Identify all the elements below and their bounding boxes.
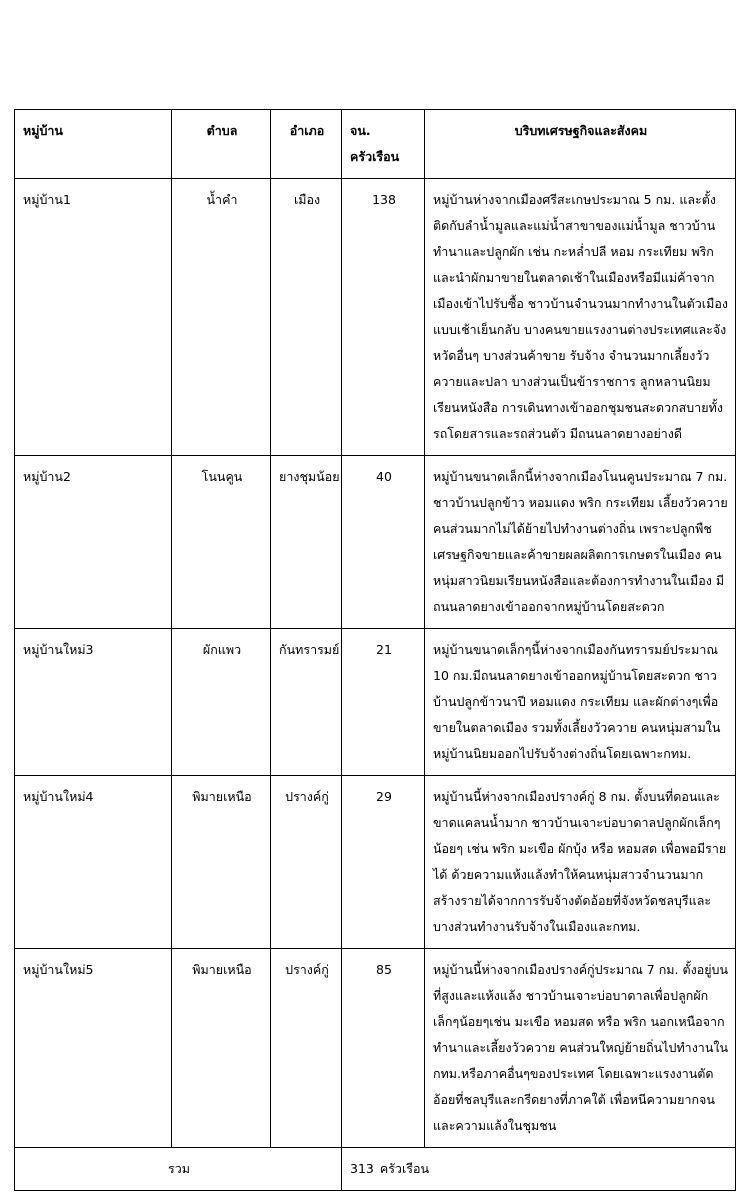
cell-context: หมู่บ้านนี้ห่างจากเมืองปรางค์กู่ประมาณ 7 กม. ตั้งอยู่บนที่สูงและแห้งแล้ง ชาวบ้านเจาะบ่อบาดาลเพื่อปลูกผักเล็กๆน้อยๆเช่น มะเขือ หอมสด หรือ พริก นอกเหนือจากทำนาและเลี้ยงวัวควาย คนส่วนใหญ่ย้ายถิ่นไปทำงานในกทม.หรือภาคอื่นๆของประเทศ โดยเฉพาะแรงงานตัดอ้อยที่ชลบุรีและกรีดยางที่ภาคใต้ เพื่อหนีความยากจนและความแล้งในชุมชน [425, 949, 736, 1148]
table-row [15, 179, 736, 456]
cell-subdistrict: ผักแพว [172, 629, 271, 776]
cell-village: หมู่บ้าน2 [15, 456, 172, 629]
total-value: 313 [350, 1161, 374, 1176]
cell-subdistrict: พิมายเหนือ [172, 776, 271, 949]
cell-district: ปรางค์กู่ [271, 776, 342, 949]
cell-households: 85 [342, 949, 425, 1148]
table-row [15, 456, 736, 629]
header-households [342, 110, 425, 179]
cell-district: ปรางค์กู่ [271, 949, 342, 1148]
total-unit: ครัวเรือน [379, 1161, 429, 1176]
cell-context: หมู่บ้านขนาดเล็กนี้ห่างจากเมืองโนนคูนประมาณ 7 กม. ชาวบ้านปลูกข้าว หอมแดง พริก กระเทียม เลี้ยงวัวควาย คนส่วนมากไม่ได้ย้ายไปทำงานต่างถิ่น เพราะปลูกพืชเศรษฐกิจขายและค้าขายผลผลิตการเกษตรในเมือง คนหนุ่มสาวนิยมเรียนหนังสือและต้องการทำงานในเมือง มีถนนลาดยางเข้าออกจากหมู่บ้านโดยสะดวก [425, 456, 736, 629]
cell-village: หมู่บ้าน1 [15, 179, 172, 456]
cell-households: 21 [342, 629, 425, 776]
cell-district: เมือง [271, 179, 342, 456]
cell-households: 40 [342, 456, 425, 629]
table-row [15, 949, 736, 1148]
header-subdistrict: ตำบล [172, 110, 271, 179]
header-village: หมู่บ้าน [15, 110, 172, 179]
cell-village: หมู่บ้านใหม่4 [15, 776, 172, 949]
cell-district: ยางชุมน้อย [271, 456, 342, 629]
table-row [15, 629, 736, 776]
header-households-line2: ครัวเรือน [350, 149, 400, 164]
cell-subdistrict: โนนคูน [172, 456, 271, 629]
village-table [14, 109, 736, 1191]
table-row [15, 776, 736, 949]
cell-households: 138 [342, 179, 425, 456]
total-row [15, 1148, 736, 1191]
cell-context: หมู่บ้านขนาดเล็กๆนี้ห่างจากเมืองกันทรารมย์ประมาณ 10 กม.มีถนนลาดยางเข้าออกหมู่บ้านโดยสะดวก ชาวบ้านปลูกข้าวนาปี หอมแดง กระเทียม และผักต่างๆเพื่อขายในตลาดเมือง รวมทั้งเลี้ยงวัวควาย คนหนุ่มสามในหมู่บ้านนิยมออกไปรับจ้างต่างถิ่นโดยเฉพาะกทม. [425, 629, 736, 776]
total-cell [342, 1148, 736, 1191]
table-header-row [15, 110, 736, 179]
cell-subdistrict: พิมายเหนือ [172, 949, 271, 1148]
cell-village: หมู่บ้านใหม่3 [15, 629, 172, 776]
cell-context: หมู่บ้านห่างจากเมืองศรีสะเกษประมาณ 5 กม. และตั้งติดกับลำน้ำมูลและแม่น้ำสาขาของแม่น้ำมูล ชาวบ้านทำนาและปลูกผัก เช่น กะหล่ำปลี หอม กระเทียม พริก และนำผักมาขายในตลาดเช้าในเมืองหรือมีแม่ค้าจากเมืองเข้าไปรับซื้อ ชาวบ้านจำนวนมากทำงานในตัวเมืองแบบเช้าเย็นกลับ บางคนขายแรงงานต่างประเทศและจังหวัดอื่นๆ บางส่วนค้าขาย รับจ้าง จำนวนมากเลี้ยงวัวควายและปลา บางส่วนเป็นข้าราชการ ลูกหลานนิยมเรียนหนังสือ การเดินทางเข้าออกชุมชนสะดวกสบายทั้งรถโดยสารและรถส่วนตัว มีถนนลาดยางอย่างดี [425, 179, 736, 456]
cell-subdistrict: น้ำคำ [172, 179, 271, 456]
header-households-line1: จน. [350, 123, 371, 138]
cell-context: หมู่บ้านนี้ห่างจากเมืองปรางค์กู่ 8 กม. ตั้งบนที่ดอนและขาดแคลนน้ำมาก ชาวบ้านเจาะบ่อบาดาลปลูกผักเล็กๆน้อยๆ เช่น พริก มะเขือ ผักบุ้ง หรือ หอมสด เพื่อพอมีรายได้ ด้วยความแห้งแล้งทำให้คนหนุ่มสาวจำนวนมากสร้างรายได้จากการรับจ้างตัดอ้อยที่จังหวัดชลบุรีและบางส่วนทำงานรับจ้างในเมืองและกทม. [425, 776, 736, 949]
total-label: รวม [15, 1148, 342, 1191]
header-district: อำเภอ [271, 110, 342, 179]
cell-district: กันทรารมย์ [271, 629, 342, 776]
header-context: บริบทเศรษฐกิจและสังคม [425, 110, 736, 179]
cell-households: 29 [342, 776, 425, 949]
cell-village: หมู่บ้านใหม่5 [15, 949, 172, 1148]
